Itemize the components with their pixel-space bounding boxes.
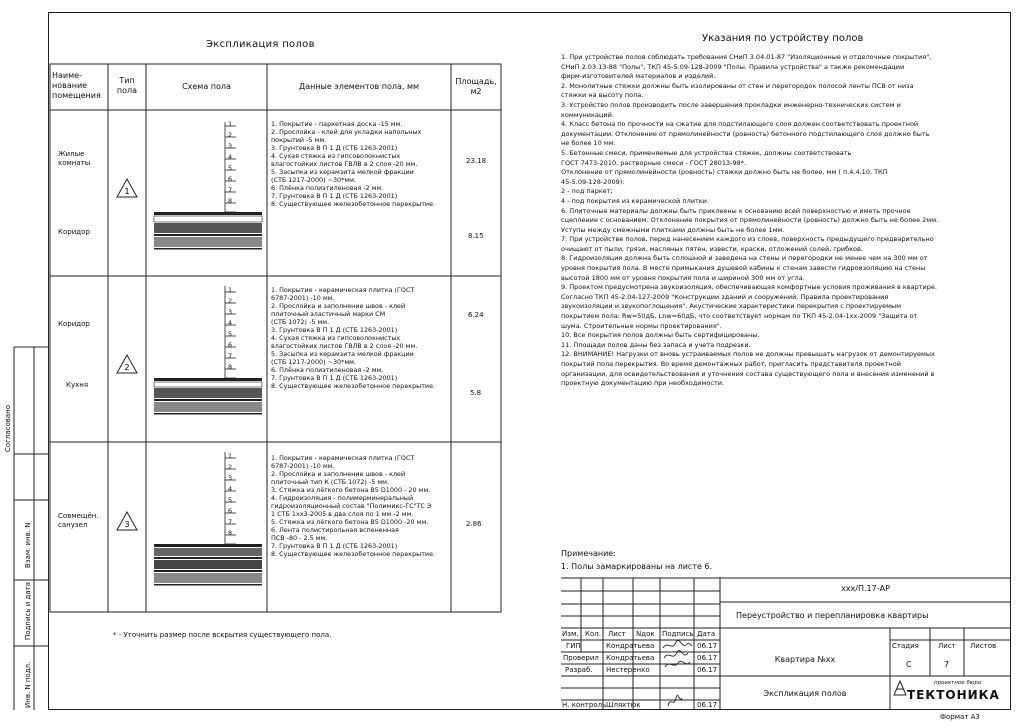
stage-value: С — [906, 660, 912, 669]
side-label-inv-original: Инв. N подл. — [24, 661, 32, 708]
stamp-role: Н. контроль — [562, 701, 607, 709]
room-name: Коридор — [58, 228, 90, 236]
stamp-date: 06.17 — [697, 701, 718, 709]
room-area: 5.8 — [470, 389, 482, 397]
stage-header: Стадия — [892, 642, 919, 650]
explication-footnote: * - Уточнить размер после вскрытия существующего пола. — [113, 631, 332, 639]
sheets-header: Листов — [970, 642, 997, 650]
stamp-hdr-count: Кол. — [585, 630, 601, 638]
side-label-agreed: Согласовано — [4, 404, 12, 452]
floor-type-number: 2 — [124, 363, 130, 372]
stamp-person: Кондратьева — [606, 654, 655, 662]
room-area: 2.86 — [466, 520, 482, 528]
floor-scheme-1 — [150, 120, 265, 266]
room-name: Совмещён. санузел — [58, 512, 99, 529]
object-title: Квартира №хх — [774, 655, 836, 664]
remark-text: 1. Полы замаркированы на листе 6. — [561, 562, 713, 571]
room-name: Коридор — [58, 320, 90, 328]
floor-type-number: 1 — [124, 187, 130, 196]
room-area: 8.15 — [468, 232, 484, 240]
stamp-date: 06.17 — [697, 654, 718, 662]
room-name: Жилые комнаты — [58, 150, 91, 167]
stamp-person: Нестеренко — [606, 666, 650, 674]
company-name: ТЕКТОНИКА — [907, 688, 1000, 702]
stamp-role: Проверил — [563, 654, 599, 662]
doc-code: ххх/П.17-АР — [841, 584, 890, 593]
stamp-date: 06.17 — [697, 642, 718, 650]
sheet-value: 7 — [944, 660, 950, 669]
project-title: Переустройство и перепланировка квартиры — [736, 611, 929, 620]
notes-title: Указания по устройству полов — [702, 33, 864, 44]
stamp-hdr-sheet: Лист — [608, 630, 626, 638]
company-logo-icon — [893, 680, 907, 696]
stamp-person: Кондратьева — [606, 642, 655, 650]
room-area: 23.18 — [466, 157, 487, 165]
stamp-role: ГИП — [566, 642, 581, 650]
company-subtitle: проектное бюро — [934, 680, 982, 686]
explication-title: Экспликация полов — [206, 39, 315, 50]
side-label-signature-date: Подпись и дата — [24, 582, 32, 640]
col-header-scheme: Схема пола — [182, 82, 231, 91]
room-area: 6.24 — [468, 311, 484, 319]
floor-type-number: 3 — [124, 520, 130, 529]
stamp-hdr-date: Дата — [697, 630, 716, 638]
remark-title: Примечание: — [561, 549, 616, 558]
notes-body: 1. При устройстве полов соблюдать требования СНиП 3.04.01-87 "Изоляционные и отделочные покрытия", СНиП 2.03.13-88 "Полы", ТКП 45-5.09-128-2009 "Полы. Правила устройства" а также рекомендации фирм-изготовителей материалов и изделий. 2. Монолитные стяжки должны быть изолированы от стен и перегородок полосой ленты ПСВ от низа стяжки на высоту пола. 3. Устройство полов производить после завершения прокладки инженерно-технических систем и коммуникаций. 4. Класс бетона по прочности на сжатие для подстилающего слоя должен соответствовать проектной документации. Отклонение от прямолинейности (ровность) бетонного подстилающего слоя должно быть не более 10 мм. 5. Бетонные смеси, применяемые для устройства стяжек, должны соответствовать ГОСТ 7473-2010, растворные смеси - ГОСТ 28013-98*. Отклонение от прямолинейности (ровность) стяжки должно быть не более, мм ( п.4.4.10, ТКП 45-5.09-128-2009): 2 - под паркет; 4 - под покрытия из керамической плитки. 6. Плиточные материалы должны быть приклеены к основанию всей поверхностью и иметь прочное сцепление с основанием. Отклонение покрытия от прямолинейности (ровность) должно быть не более 2мм. Уступы между смежными плитками должны быть не более 1мм. 7. При устройстве полов, перед нанесением каждого из слоев, поверхность предыдущего предварительно очищают от пыли, грязи, масляных пятен, извести, краски, отложений солей, грибков. 8. Гидроизоляция должна быть сплошной и заведена на стены и перегородки не менее чем на 300 мм от уровня покрытия пола. В месте примыкания душевой кабины к стенам завести гидроизоляцию на стены высотой 1800 мм от уровня покрытия пола и шириной 300 мм от угла. 9. Проектом предусмотрена звукоизоляция, обеспечивающая комфортные условия проживания в квартире. Согласно ТКП 45-2.04-127-2009 "Конструкции зданий и сооружений. Правила проектирования звукоизоляции и звукопоглощения". Акустические характеристики перекрытия с проектируемым покрытием пола: Rw=50дБ, Lnw=60дБ, что соответствует нормам по ТКП 45-2.04-1хх-2009 "Защита от шума. Строительные нормы проектирования". 10. Все покрытия полов должны быть сертифицированы. 11. Площади полов даны без запаса и учета подрезки. 12. ВНИМАНИЕ! Нагрузки от вновь устраиваемых полов не должны превышать нагрузок от демонтируемых покрытий пола перекрытия. Во время демонтажных работ, пригласить представителя проектной организации, для освидетельствования и уточнения состава существующего пола и внесения изменений в проектную документацию при необходимости. — [561, 53, 939, 388]
room-name: Кухня — [66, 381, 89, 389]
col-header-area: Площадь, м2 — [455, 77, 497, 96]
floor-type-marker — [116, 354, 138, 374]
floor-scheme-2 — [150, 284, 265, 434]
stamp-hdr-signature: Подпись — [662, 630, 694, 638]
floor-type-marker — [116, 511, 138, 531]
sheet-title: Экспликация полов — [763, 689, 847, 698]
col-header-data: Данные элементов пола, мм — [298, 82, 420, 91]
stamp-role: Разраб. — [565, 666, 593, 674]
floor-type-marker — [116, 178, 138, 198]
col-header-type: Тип пола — [116, 76, 138, 95]
sheet-format: Формат А3 — [940, 713, 980, 721]
floor-scheme-3 — [150, 450, 265, 606]
stamp-person: Шляхтюк — [606, 701, 641, 709]
sheet-header: Лист — [938, 642, 956, 650]
stamp-hdr-doc: Nдок — [636, 630, 655, 638]
col-header-room: Наиме- нование помещения — [52, 71, 101, 100]
side-label-replace-inv: Взам. инв. N — [24, 522, 32, 568]
signature-scribbles — [660, 638, 694, 710]
stamp-hdr-change: Изм. — [562, 630, 579, 638]
stamp-date: 06.17 — [697, 666, 718, 674]
